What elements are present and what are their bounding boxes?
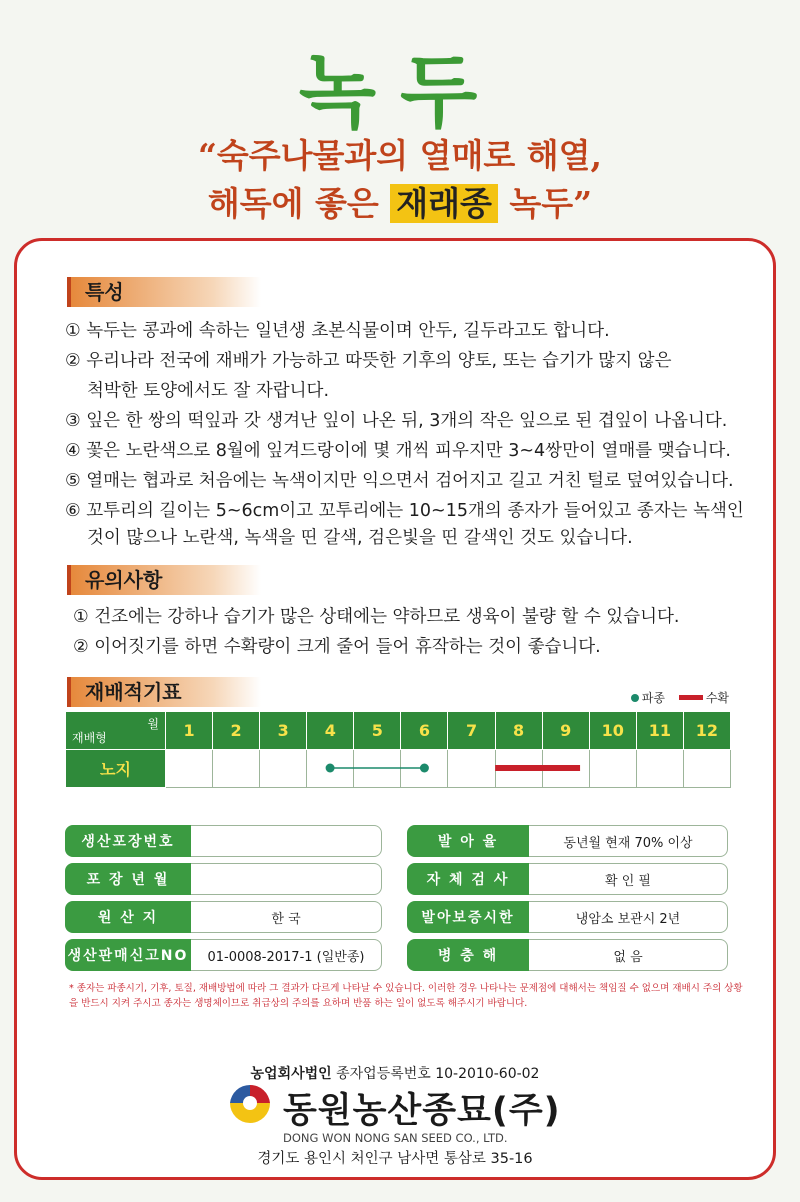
info-label: 발 아 율: [407, 825, 529, 857]
info-box: [407, 863, 728, 895]
harvest-bar-icon: [679, 695, 703, 700]
info-box: [65, 901, 382, 933]
month-header: 2: [213, 712, 260, 750]
month-cell: [495, 750, 542, 788]
calendar-legend: [631, 689, 729, 706]
info-box: [407, 901, 728, 933]
registration-corp: 농업회사법인: [250, 1066, 332, 1082]
company-logo-icon: [225, 1081, 275, 1127]
calendar-row-open-field: [66, 750, 731, 788]
month-header: 10: [589, 712, 636, 750]
month-header: 8: [495, 712, 542, 750]
slogan-part-b: 녹두”: [497, 184, 593, 223]
month-cell: [636, 750, 683, 788]
features-heading: 특성: [67, 277, 261, 307]
calendar-corner: [66, 712, 166, 750]
company-name: 동원농산종묘(주): [283, 1091, 561, 1131]
info-box: [65, 939, 382, 971]
cautions-heading: 유의사항: [67, 565, 261, 595]
month-cell: [448, 750, 495, 788]
calendar-header-row: [66, 712, 731, 750]
slogan-highlight: 재래종: [390, 184, 498, 223]
info-box: [65, 863, 382, 895]
month-header: 11: [636, 712, 683, 750]
slogan-line-2: [0, 178, 800, 225]
feature-line: 척박한 토양에서도 잘 자랍니다.: [87, 381, 330, 401]
cultivation-calendar: [65, 711, 731, 788]
slogan-line-1: “숙주나물과의 열매로 해열,: [197, 136, 603, 175]
info-value: [191, 863, 382, 895]
month-header: 5: [354, 712, 401, 750]
month-cell: [260, 750, 307, 788]
info-label: 발아보증시한: [407, 901, 529, 933]
sowing-dot-icon: [631, 694, 639, 702]
legend-sowing-label: 파종: [641, 691, 665, 705]
month-header: 1: [166, 712, 213, 750]
month-header: 7: [448, 712, 495, 750]
info-label: 원 산 지: [65, 901, 191, 933]
info-card: [14, 238, 776, 1180]
month-cell: [401, 750, 448, 788]
calendar-heading: 재배적기표: [67, 677, 261, 707]
feature-line: ① 녹두는 콩과에 속하는 일년생 초본식물이며 안두, 길두라고도 합니다.: [65, 321, 610, 341]
month-cell: [542, 750, 589, 788]
feature-line: ⑥ 꼬투리의 길이는 5~6cm이고 꼬투리에는 10~15개의 종자가 들어있고 종자는 녹색인: [65, 501, 744, 521]
legend-harvest-label: 수확: [705, 691, 729, 705]
info-label: 자 체 검 사: [407, 863, 529, 895]
feature-line: ⑤ 열매는 협과로 처음에는 녹색이지만 익으면서 검어지고 길고 거친 털로 덮여있습니다.: [65, 471, 734, 491]
feature-line: ④ 꽃은 노란색으로 8월에 잎겨드랑이에 몇 개씩 피우지만 3~4쌍만이 열매를 맺습니다.: [65, 441, 731, 461]
registration-number: 종자업등록번호 10-2010-60-02: [331, 1066, 540, 1082]
info-value: 한 국: [191, 901, 382, 933]
info-value: 01-0008-2017-1 (일반종): [191, 939, 382, 971]
row-label: 노지: [66, 750, 166, 788]
info-label: 병 충 해: [407, 939, 529, 971]
caution-line: ② 이어짓기를 하면 수확량이 크게 줄어 들어 휴작하는 것이 좋습니다.: [73, 637, 601, 657]
month-header: 9: [542, 712, 589, 750]
month-cell: [213, 750, 260, 788]
month-header: 4: [307, 712, 354, 750]
info-value: [191, 825, 382, 857]
info-box: [407, 825, 728, 857]
info-value: 없 음: [529, 939, 728, 971]
month-cell: [589, 750, 636, 788]
slogan-part-a: 해독에 좋은: [207, 184, 391, 223]
feature-line: ③ 잎은 한 쌍의 떡잎과 갓 생겨난 잎이 나온 뒤, 3개의 작은 잎으로 된 겹잎이 나옵니다.: [65, 411, 728, 431]
caution-line: ① 건조에는 강하나 습기가 많은 상태에는 약하므로 생육이 불량 할 수 있습니다.: [73, 607, 680, 627]
feature-line: ② 우리나라 전국에 재배가 가능하고 따뜻한 기후의 양토, 또는 습기가 많지 않은: [65, 351, 672, 371]
info-value: 냉암소 보관시 2년: [529, 901, 728, 933]
info-box: [65, 825, 382, 857]
corner-type-label: 재배형: [72, 731, 107, 745]
info-label: 포 장 년 월: [65, 863, 191, 895]
company-name-en: DONG WON NONG SAN SEED CO., LTD.: [283, 1131, 508, 1145]
info-value: 확 인 필: [529, 863, 728, 895]
info-value: 동년월 현재 70% 이상: [529, 825, 728, 857]
company-address: 경기도 용인시 처인구 남사면 통삼로 35-16: [257, 1151, 533, 1167]
month-cell: [354, 750, 401, 788]
month-cell: [307, 750, 354, 788]
info-label: 생산포장번호: [65, 825, 191, 857]
month-header: 12: [683, 712, 730, 750]
feature-line: 것이 많으나 노란색, 녹색을 띤 갈색, 검은빛을 띤 갈색인 것도 있습니다.: [87, 528, 633, 548]
notice-text: * 종자는 파종시기, 기후, 토질, 재배방법에 따라 그 결과가 다르게 나타날 수 있습니다. 이러한 경우 나타나는 문제점에 대해서는 책임질 수 없으며 재배시 주의 상황을 반드시 지켜 주시고 종자는 생명체이므로 취급상의 주의를 요하며 반품 하는 일이 없도록 해주시기 바랍니다.: [69, 983, 743, 1009]
registration-line: [17, 1063, 773, 1083]
corner-month-label: 월: [147, 717, 159, 731]
month-header: 3: [260, 712, 307, 750]
month-cell: [166, 750, 213, 788]
info-box: [407, 939, 728, 971]
info-label: 생산판매신고NO: [65, 939, 191, 971]
month-header: 6: [401, 712, 448, 750]
product-title: 녹두: [298, 46, 502, 139]
month-cell: [683, 750, 730, 788]
